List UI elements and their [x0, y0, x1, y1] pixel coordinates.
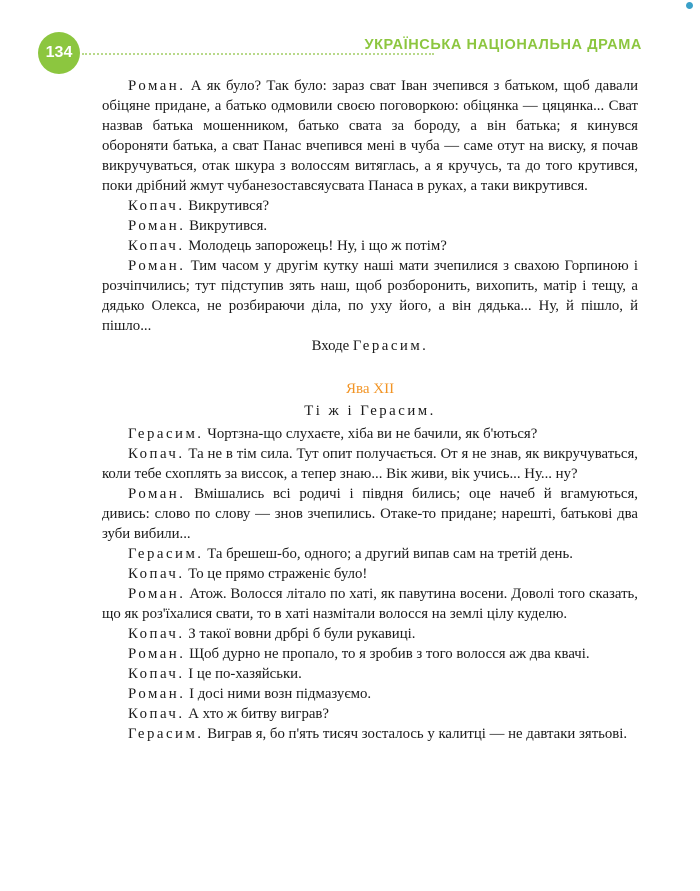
- dialogue-part-1: [102, 76, 638, 336]
- dialogue-line: [102, 236, 638, 256]
- line-text: Виграв я, бо п'ять тисяч зосталось у калитці — не давтаки зятьові.: [203, 726, 628, 742]
- header-dotted-rule: [82, 53, 434, 55]
- dialogue-line: [102, 424, 638, 444]
- dialogue-line: [102, 256, 638, 336]
- line-text: Молодець запорожець! Ну, і що ж потім?: [184, 238, 447, 254]
- logo-dot-icon: [686, 2, 693, 9]
- page-content: [102, 76, 638, 744]
- line-text: Вмішались всі родичі і півдня бились; оце начеб й вгамуються, дивись: слово по слову — знов зчепились. Отаке-то придане; нарешті, батькові два зуби вибили...: [102, 486, 638, 542]
- dialogue-part-2: [102, 424, 638, 744]
- line-text: З такої вовни дрбрі б були рукавиці.: [184, 626, 416, 642]
- line-text: Та брешеш-бо, одного; а другий випав сам на третій день.: [203, 546, 573, 562]
- dialogue-line: [102, 444, 638, 484]
- dialogue-line: [102, 76, 638, 196]
- line-text: І це по-хазяйськи.: [184, 666, 302, 682]
- stage-direction: [102, 336, 638, 356]
- speaker-name: Копач.: [128, 446, 185, 462]
- speaker-name: Роман.: [128, 586, 186, 602]
- speaker-name: Копач.: [128, 566, 185, 582]
- line-text: Атож. Волосся літало по хаті, як павутина восени. Доволі того сказать, що як роз'їхалися свати, то в хаті назмітали волосся на землі цілу куделю.: [102, 586, 638, 622]
- dialogue-line: [102, 684, 638, 704]
- speaker-name: Копач.: [128, 238, 185, 254]
- line-text: А як було? Так було: зараз сват Іван зчепився з батьком, щоб давали обіцяне придане, а батько одмовили своєю поговоркою: обіцянка — цяцянка... Сват назвав батька мошенником, батько свата за бороду, а він батька; я кинувся обороняти батька, а сват Панас вчепився мені в чуба — саме отут на виску, я почав викручуваться, отак шкура з волоссям витяглась, а я кручусь, та до того крутився, поки дрібний жмут чубанезоставсяусвата Панаса в руках, а таки викрутився.: [102, 78, 638, 194]
- page-header: [38, 32, 642, 74]
- line-text: Та не в тім сила. Тут опит получається. От я не знав, як викручуваться, коли тебе схоплять за виссок, а тепер знаю... Вік живи, вік учись... Ну... ну?: [102, 446, 638, 482]
- dialogue-line: [102, 644, 638, 664]
- page-number: 134: [38, 32, 80, 74]
- line-text: А хто ж битву виграв?: [184, 706, 329, 722]
- scene-title: Ява XII: [345, 381, 395, 397]
- speaker-name: Копач.: [128, 198, 185, 214]
- speaker-name: Копач.: [128, 626, 185, 642]
- dialogue-line: [102, 704, 638, 724]
- dialogue-line: [102, 584, 638, 624]
- line-text: Викрутився.: [185, 218, 268, 234]
- speaker-name: Герасим.: [128, 726, 204, 742]
- speaker-name: Копач.: [128, 666, 185, 682]
- line-text: Викрутився?: [184, 198, 270, 214]
- dialogue-line: [102, 664, 638, 684]
- running-title: УКРАЇНСЬКА НАЦІОНАЛЬНА ДРАМА: [364, 37, 642, 53]
- corner-logo: [686, 2, 694, 9]
- speaker-name: Роман.: [128, 218, 186, 234]
- stage-direction-name: Герасим.: [352, 338, 429, 354]
- scene-subtitle: Ті ж і Герасим.: [304, 403, 436, 419]
- dialogue-line: [102, 564, 638, 584]
- stage-direction-text: Входе: [311, 338, 353, 354]
- speaker-name: Роман.: [128, 646, 186, 662]
- dialogue-line: [102, 196, 638, 216]
- speaker-name: Роман.: [128, 78, 186, 94]
- speaker-name: Роман.: [128, 258, 186, 274]
- speaker-name: Роман.: [128, 486, 186, 502]
- dialogue-line: [102, 216, 638, 236]
- line-text: Тим часом у другім кутку наші мати зчепилися з свахою Горпиною і розчіпчились; тут підступив зять наш, щоб розборонить, вихопить, матір і тещу, а дядько Олекса, не розбираючи діла, по уху його, а він дядька... Ну, й пішло, й пішло...: [102, 258, 638, 334]
- line-text: І досі ними возн підмазуємо.: [185, 686, 372, 702]
- speaker-name: Герасим.: [128, 546, 204, 562]
- dialogue-line: [102, 484, 638, 544]
- speaker-name: Роман.: [128, 686, 186, 702]
- line-text: То це прямо страженіє було!: [184, 566, 368, 582]
- dialogue-line: [102, 624, 638, 644]
- dialogue-line: [102, 544, 638, 564]
- line-text: Щоб дурно не пропало, то я зробив з того волосся аж два квачі.: [185, 646, 590, 662]
- dialogue-line: [102, 724, 638, 744]
- line-text: Чортзна-що слухаєте, хіба ви не бачили, як б'ються?: [203, 426, 538, 442]
- speaker-name: Копач.: [128, 706, 185, 722]
- speaker-name: Герасим.: [128, 426, 204, 442]
